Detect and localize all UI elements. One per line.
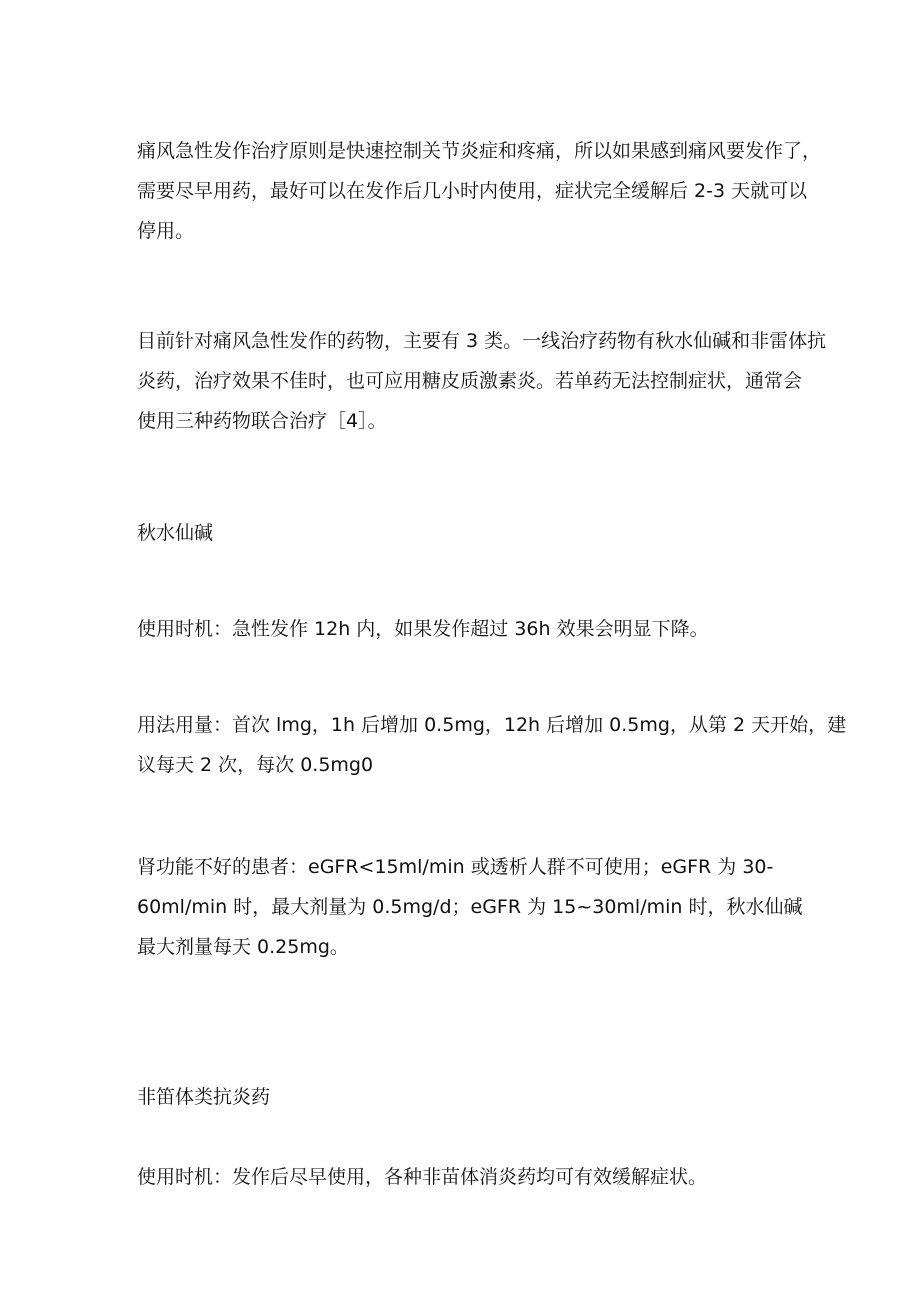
section-heading-nsaids: [137, 1077, 797, 1117]
text-line: 停用。: [137, 220, 195, 242]
paragraph-gout-treatment-principle: [137, 131, 822, 251]
heading-text: 非笛体类抗炎药: [137, 1086, 271, 1108]
paragraph-colchicine-timing: [137, 609, 797, 649]
text-line: 最大剂量每天 0.25mg。: [137, 936, 349, 958]
text-line: 使用时机：急性发作 12h 内，如果发作超过 36h 效果会明显下降。: [137, 618, 709, 640]
text-line: 炎药，治疗效果不佳时，也可应用糖皮质激素炎。若单药无法控制症状，通常会: [137, 370, 803, 392]
text-line: 60ml/min 时，最大剂量为 0.5mg/d；eGFR 为 15~30ml/min 时，秋水仙碱: [137, 896, 803, 918]
section-heading-colchicine: [137, 513, 797, 553]
paragraph-renal-impairment: [137, 847, 803, 967]
paragraph-drug-categories: [137, 321, 827, 441]
text-line: 议每天 2 次，每次 0.5mg0: [137, 754, 374, 776]
heading-text: 秋水仙碱: [137, 522, 214, 544]
text-line: 使用时机：发作后尽早使用，各种非苗体消炎药均可有效缓解症状。: [137, 1166, 708, 1188]
text-line: 使用三种药物联合治疗［4］。: [137, 410, 387, 432]
text-line: 用法用量：首次 lmg，1h 后增加 0.5mg，12h 后增加 0.5mg，从第 2 天开始，建: [137, 714, 847, 736]
text-line: 目前针对痛风急性发作的药物，主要有 3 类。一线治疗药物有秋水仙碱和非雷体抗: [137, 330, 827, 352]
text-line: 需要尽早用药，最好可以在发作后几小时内使用，症状完全缓解后 2-3 天就可以: [137, 180, 808, 202]
paragraph-nsaids-timing: [137, 1157, 797, 1197]
paragraph-colchicine-dosage: [137, 705, 847, 785]
text-line: 肾功能不好的患者：eGFR<15ml/min 或透析人群不可使用；eGFR 为 30-: [137, 856, 774, 878]
text-line: 痛风急性发作治疗原则是快速控制关节炎症和疼痛，所以如果感到痛风要发作了，: [137, 140, 822, 162]
